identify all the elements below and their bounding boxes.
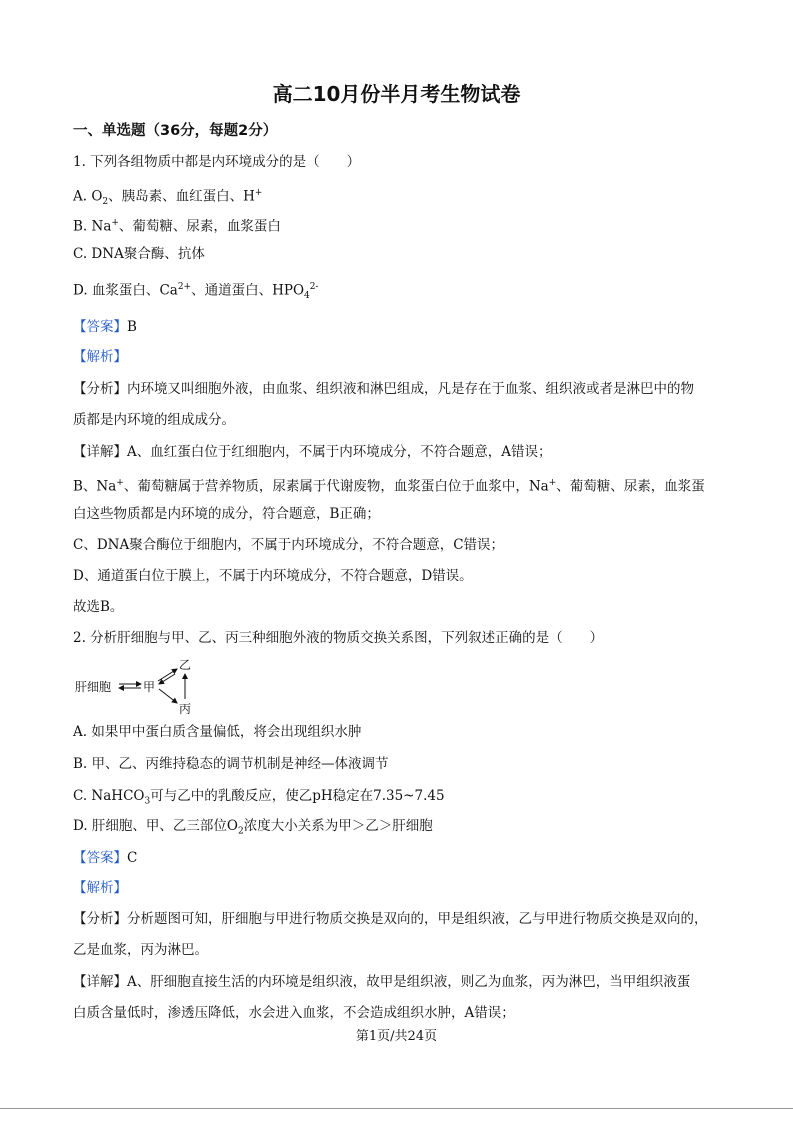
q1-a-pre: A. O bbox=[73, 188, 103, 205]
q1-d-ion2: HPO bbox=[272, 282, 305, 299]
q1-d-mid: 、通道蛋白、 bbox=[191, 282, 273, 299]
detail-text: A、肝细胞直接生活的内环境是组织液，故甲是组织液，则乙为血浆，丙为淋巴，当甲组织液蛋 bbox=[127, 974, 691, 990]
q1-detail-line1 bbox=[73, 443, 552, 461]
q1-conclusion: 故选B。 bbox=[73, 599, 124, 615]
answer-tag: 【答案】 bbox=[73, 319, 127, 335]
q1-analysis-tag: 【解析】 bbox=[73, 349, 127, 365]
q2-d-sub: 2 bbox=[238, 826, 244, 837]
detail-2c: 、葡萄糖、尿素，血浆蛋 bbox=[556, 478, 705, 495]
q1-d-ion1: Ca bbox=[159, 282, 178, 299]
q1-fenxi-line1 bbox=[73, 380, 694, 398]
q1-detail-line3: 白这些物质都是内环境的成分，符合题意，B正确； bbox=[73, 506, 380, 522]
page-footer: 第1页/共24页 bbox=[355, 1029, 438, 1044]
q1-d-pre: D. 血浆蛋白、 bbox=[73, 282, 160, 299]
q2-d-post: 浓度大小关系为甲＞乙＞肝细胞 bbox=[243, 818, 433, 834]
fenxi-text: 分析题图可知，肝细胞与甲进行物质交换是双向的，甲是组织液，乙与甲进行物质交换是双向的， bbox=[127, 911, 708, 927]
q1-option-a bbox=[73, 184, 262, 211]
q1-d-ion2-sub: 4 bbox=[304, 291, 310, 302]
q2-option-c bbox=[73, 787, 445, 811]
q1-option-c: C. DNA聚合酶、抗体 bbox=[73, 246, 205, 262]
exchange-diagram bbox=[73, 655, 203, 715]
q2-option-a: A. 如果甲中蛋白质含量偏低，将会出现组织水肿 bbox=[73, 724, 362, 740]
q2-fenxi-line1 bbox=[73, 910, 708, 928]
q2-detail-line2: 白质含量低时，渗透压降低，水会进入血浆，不会造成组织水肿，A错误； bbox=[73, 1005, 515, 1021]
page-title: 高二10月份半月考生物试卷 bbox=[272, 82, 521, 106]
detail-2b: 、葡萄糖属于营养物质，尿素属于代谢废物，血浆蛋白位于血浆中，Na bbox=[123, 478, 549, 495]
q1-answer bbox=[73, 318, 137, 336]
q2-analysis-tag: 【解析】 bbox=[73, 880, 127, 896]
section-heading: 一、单选题（36分，每题2分） bbox=[73, 123, 278, 139]
fenxi-tag: 【分析】 bbox=[73, 911, 127, 927]
detail-text: A、血红蛋白位于红细胞内，不属于内环境成分，不符合题意，A错误； bbox=[127, 444, 552, 460]
detail-tag: 【详解】 bbox=[73, 444, 127, 460]
q1-d-ion1-sup: 2+ bbox=[177, 282, 192, 292]
q1-option-b bbox=[73, 214, 281, 236]
q1-stem: 1. 下列各组物质中都是内环境成分的是（ ） bbox=[73, 154, 361, 170]
q1-b-sup: + bbox=[111, 218, 119, 228]
q2-option-b: B. 甲、乙、丙维持稳态的调节机制是神经—体液调节 bbox=[73, 756, 389, 772]
q2-option-d bbox=[73, 817, 433, 841]
q1-b-pre: B. Na bbox=[73, 218, 112, 235]
q1-detail-line5: D、通道蛋白位于膜上，不属于内环境成分，不符合题意，D错误。 bbox=[73, 568, 473, 584]
q2-stem: 2. 分析肝细胞与甲、乙、丙三种细胞外液的物质交换关系图，下列叙述正确的是（ ） bbox=[73, 630, 604, 646]
q1-option-d bbox=[73, 278, 319, 305]
q2-c-sub: 3 bbox=[144, 796, 151, 807]
detail-2-sup-1: + bbox=[116, 478, 124, 488]
q2-answer bbox=[73, 849, 137, 867]
answer-tag: 【答案】 bbox=[73, 850, 127, 866]
q2-c-post: 可与乙中的乳酸反应，使乙pH稳定在7.35~7.45 bbox=[150, 788, 445, 804]
q1-d-ion2-sup: 2- bbox=[309, 282, 319, 292]
answer-value: C bbox=[127, 850, 138, 866]
q1-fenxi-line2: 质都是内环境的组成成分。 bbox=[73, 412, 235, 428]
diagram-bing-label: 丙 bbox=[179, 702, 192, 715]
q1-a-post: 、胰岛素、血红蛋白、 bbox=[108, 188, 244, 205]
q2-fenxi-line2: 乙是血浆，丙为淋巴。 bbox=[73, 942, 208, 958]
q2-detail-line1 bbox=[73, 973, 690, 991]
q1-detail-line2 bbox=[73, 474, 705, 496]
diagram-liver-label: 肝细胞 bbox=[75, 680, 112, 694]
arrow-jia-to-bing bbox=[159, 689, 177, 703]
answer-value: B bbox=[127, 319, 137, 335]
diagram-jia-label: 甲 bbox=[143, 680, 156, 694]
detail-tag: 【详解】 bbox=[73, 974, 127, 990]
page-bottom-divider bbox=[0, 1108, 793, 1109]
fenxi-text: 内环境又叫细胞外液，由血浆、组织液和淋巴组成，凡是存在于血浆、组织液或者是淋巴中的物 bbox=[127, 381, 694, 397]
q2-d-pre: D. 肝细胞、甲、乙三部位O bbox=[73, 818, 238, 834]
q1-a-ion-sup: + bbox=[254, 188, 263, 198]
fenxi-tag: 【分析】 bbox=[73, 381, 127, 397]
q1-b-post: 、葡萄糖、尿素，血浆蛋白 bbox=[118, 218, 281, 235]
q1-a-sub: 2 bbox=[102, 197, 109, 208]
q2-c-pre: C. NaHCO bbox=[73, 788, 145, 804]
q1-detail-line4: C、DNA聚合酶位于细胞内，不属于内环境成分，不符合题意，C错误； bbox=[73, 537, 505, 553]
detail-2a: B、Na bbox=[73, 478, 117, 495]
detail-2-sup-2: + bbox=[548, 478, 557, 488]
q1-a-ion: H bbox=[243, 188, 255, 205]
diagram-yi-label: 乙 bbox=[179, 658, 192, 672]
